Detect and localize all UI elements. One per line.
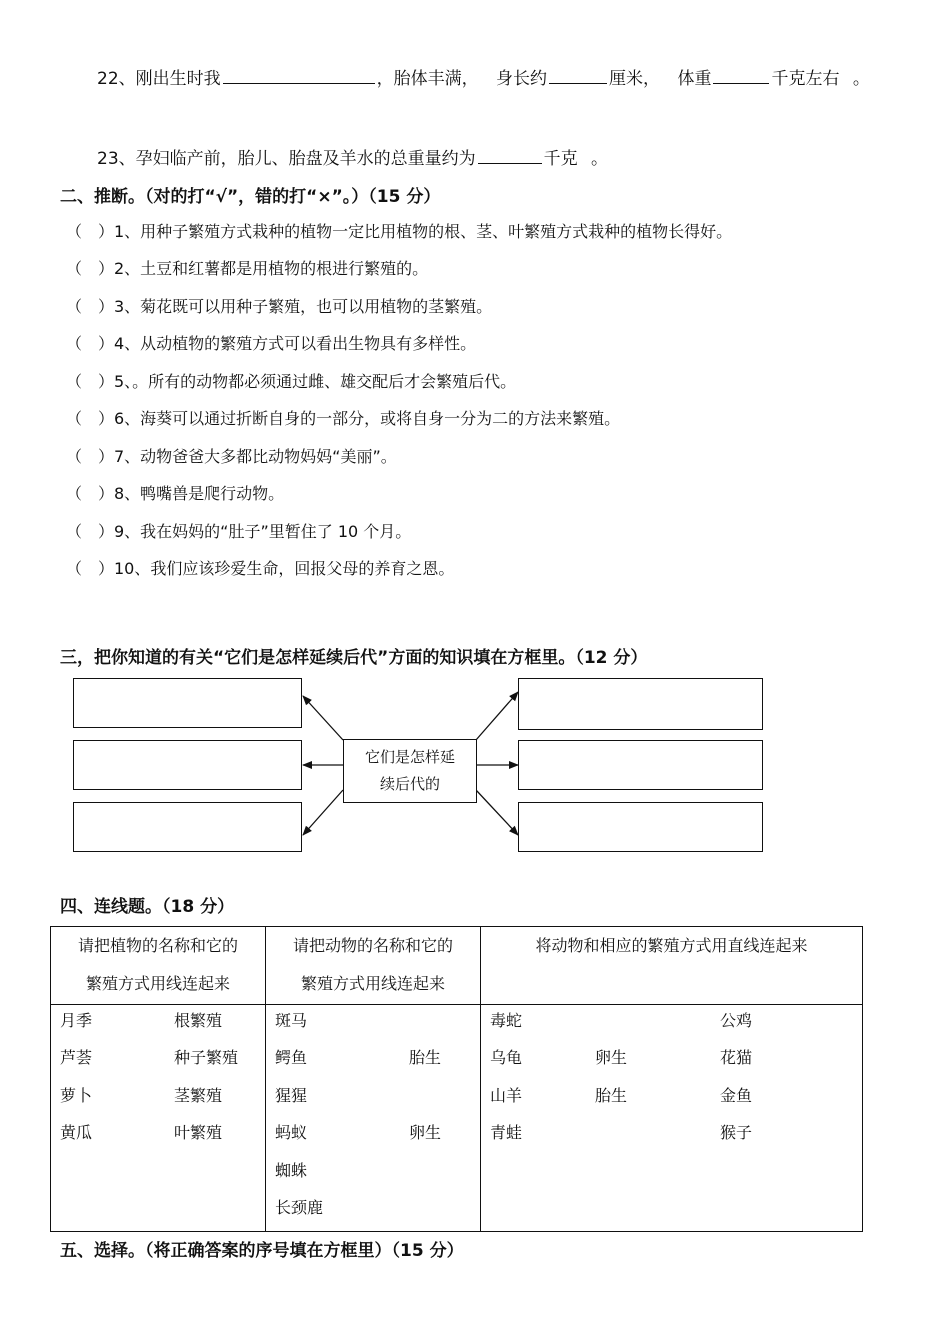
judge-item[interactable]: （ ）4、从动植物的繁殖方式可以看出生物具有多样性。: [66, 334, 477, 353]
connect-left-animal[interactable]: 乌龟: [490, 1048, 523, 1067]
q22-text-7: 。: [852, 69, 870, 89]
q22-blank-2[interactable]: [549, 82, 607, 84]
header-animals-line-2: 繁殖方式用线连起来: [300, 974, 445, 993]
arrow-top-left: [303, 696, 343, 740]
center-topic-line-2: 续后代的: [379, 775, 440, 793]
connect-left-animal[interactable]: 毒蛇: [490, 1011, 523, 1030]
answer-box-left-2[interactable]: [73, 740, 302, 790]
q23-text-1: 23、孕妇临产前，胎儿、胎盘及羊水的总重量约为: [97, 149, 476, 169]
judge-item[interactable]: （ ）7、动物爸爸大多都比动物妈妈“美丽”。: [66, 447, 397, 466]
animal-name[interactable]: 鳄鱼: [275, 1048, 308, 1067]
section-2-title: 二、推断。（对的打“√”，错的打“×”。）（15 分）: [60, 187, 441, 207]
judge-item[interactable]: （ ）3、菊花既可以用种子繁殖，也可以用植物的茎繁殖。: [66, 297, 493, 316]
header-plants-line-2: 繁殖方式用线连起来: [85, 974, 230, 993]
arrow-top-right: [476, 692, 518, 740]
judge-item[interactable]: （ ）2、土豆和红薯都是用植物的根进行繁殖的。: [66, 259, 429, 278]
connect-left-animal[interactable]: 青蛙: [490, 1123, 523, 1142]
q22-text-4: 厘米，: [609, 69, 661, 89]
section-4-title: 四、连线题。（18 分）: [60, 897, 235, 917]
plant-method[interactable]: 茎繁殖: [174, 1086, 223, 1105]
header-plants-line-1: 请把植物的名称和它的: [77, 936, 238, 955]
answer-box-right-1[interactable]: [518, 678, 763, 730]
connect-right-animal[interactable]: 花猫: [720, 1048, 753, 1067]
connect-left-animal[interactable]: 山羊: [490, 1086, 523, 1105]
connect-cell: [481, 1005, 863, 1232]
animal-name[interactable]: 猩猩: [275, 1086, 308, 1105]
connect-right-animal[interactable]: 公鸡: [720, 1011, 753, 1030]
answer-box-right-2[interactable]: [518, 740, 763, 790]
plant-name[interactable]: 芦荟: [60, 1048, 93, 1067]
animals-cell: [266, 1005, 481, 1232]
answer-box-left-3[interactable]: [73, 802, 302, 852]
plant-name[interactable]: 黄瓜: [60, 1123, 93, 1142]
header-plants: [51, 927, 266, 1005]
plant-method[interactable]: 叶繁殖: [174, 1123, 223, 1142]
arrow-bot-left: [303, 790, 343, 835]
arrow-bot-right: [476, 790, 518, 835]
answer-box-left-1[interactable]: [73, 678, 302, 728]
q22-text-3: 身长约: [496, 69, 548, 89]
judge-item[interactable]: （ ）9、我在妈妈的“肚子”里暂住了 10 个月。: [66, 522, 412, 541]
animal-name[interactable]: 蚂蚁: [275, 1123, 308, 1142]
q22-blank-1[interactable]: [223, 82, 375, 84]
plant-method[interactable]: 根繁殖: [174, 1011, 223, 1030]
animal-name[interactable]: 长颈鹿: [275, 1198, 324, 1217]
judge-item[interactable]: （ ）6、海葵可以通过折断自身的一部分，或将自身一分为二的方法来繁殖。: [66, 409, 621, 428]
center-topic-line-1: 它们是怎样延: [364, 748, 455, 766]
plant-name[interactable]: 月季: [60, 1011, 93, 1030]
q22-text-1: 22、刚出生时我: [97, 69, 221, 89]
q23-text-2: 千克: [543, 149, 578, 169]
section-3-title: 三，把你知道的有关“它们是怎样延续后代”方面的知识填在方框里。（12 分）: [60, 648, 648, 668]
header-connect: [481, 927, 863, 1005]
judge-item[interactable]: （ ）5、。所有的动物都必须通过雌、雄交配后才会繁殖后代。: [66, 372, 517, 391]
matching-table: [50, 926, 863, 1232]
q22-text-5: 体重: [677, 69, 712, 89]
connect-method[interactable]: 卵生: [595, 1048, 628, 1067]
header-animals-line-1: 请把动物的名称和它的: [292, 936, 453, 955]
q22-text-6: 千克左右: [771, 69, 840, 89]
q23-text-3: 。: [591, 149, 609, 169]
judge-item[interactable]: （ ）1、用种子繁殖方式栽种的植物一定比用植物的根、茎、叶繁殖方式栽种的植物长得好。: [66, 222, 733, 241]
center-topic-box: [343, 739, 477, 803]
q22-text-2: ，胎体丰满，: [376, 69, 479, 89]
animal-name[interactable]: 蜘蛛: [275, 1161, 308, 1180]
connect-right-animal[interactable]: 猴子: [720, 1123, 753, 1142]
plants-cell: [51, 1005, 266, 1232]
header-connect-line-1: 将动物和相应的繁殖方式用直线连起来: [535, 936, 808, 955]
answer-box-right-3[interactable]: [518, 802, 763, 852]
q23-blank[interactable]: [478, 162, 542, 164]
header-animals: [266, 927, 481, 1005]
q22-blank-3[interactable]: [713, 82, 769, 84]
animal-method[interactable]: 卵生: [409, 1123, 442, 1142]
animal-name[interactable]: 斑马: [275, 1011, 308, 1030]
plant-name[interactable]: 萝卜: [60, 1086, 93, 1105]
judge-item[interactable]: （ ）8、鸭嘴兽是爬行动物。: [66, 484, 285, 503]
connect-method[interactable]: 胎生: [595, 1086, 628, 1105]
judge-item[interactable]: （ ）10、我们应该珍爱生命，回报父母的养育之恩。: [66, 559, 455, 578]
question-22: [97, 64, 870, 89]
section-5-title: 五、选择。（将正确答案的序号填在方框里）（15 分）: [60, 1241, 464, 1261]
animal-method[interactable]: 胎生: [409, 1048, 442, 1067]
plant-method[interactable]: 种子繁殖: [174, 1048, 239, 1067]
question-23: [97, 144, 608, 169]
connect-right-animal[interactable]: 金鱼: [720, 1086, 753, 1105]
